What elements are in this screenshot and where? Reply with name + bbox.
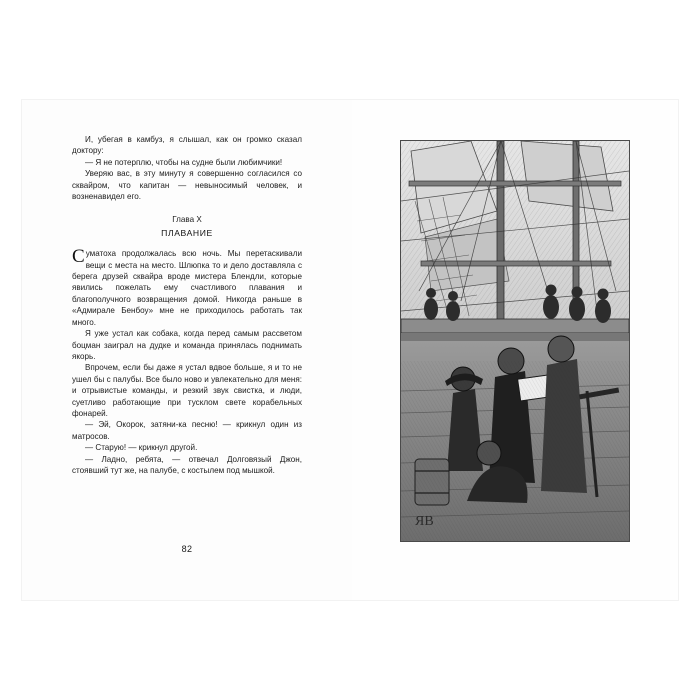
paragraph: — Старую! — крикнул другой. [85,443,198,453]
page-number: 82 [181,544,193,554]
dropcap-letter: С [72,246,85,268]
svg-text:ЯВ: ЯВ [415,514,434,529]
chapter-number: Глава X [172,215,202,225]
paragraph: — Ладно, ребята, — отвечал Долговязый Джон, стоявший тут же, на палубе, с костылем под мышкой. [72,454,302,475]
dropcap-paragraph [72,248,302,328]
dropcap-paragraph-text: уматоха продолжалась всю ночь. Мы перетаскивали вещи с места на место. Шлюпка то и дело доставляла с берега друзей сквайра вроде мистера Блендли, которые явились пожелать ему счастливого плавания и благополучного возвращения домой. Никогда раньше в «Адмирале Бенбоу» мне не приходилось работать так много. [72,249,302,327]
engraving-svg [401,141,629,541]
paragraph: И, убегая в камбуз, я слышал, как он громко сказал доктору: [72,135,302,156]
paragraph: Я уже устал как собака, когда перед самым рассветом боцман заиграл на дудке и команда принялась поднимать якорь. [72,329,302,361]
paragraph: Впрочем, если бы даже я устал вдвое больше, я и то не ушел бы с палубы. Все было ново и увлекательно для меня: и отрывистые команды, и резкий звук свистка, и люди, суетливо работающие при тусклом свете корабельных фонарей. [72,363,302,418]
ship-deck-engraving-illustration [400,140,630,542]
left-page-text-column [72,134,302,476]
paragraph: — Я не потерплю, чтобы на судне были любимчики! [85,157,283,167]
left-page [22,100,352,600]
paragraph: Уверяю вас, в эту минуту я совершенно согласился со сквайром, что капитан — невыносимый человек, и возненавидел его. [72,169,302,202]
right-page [352,100,678,600]
paragraph: — Эй, Окорок, затяни-ка песню! — крикнул один из матросов. [72,420,302,441]
book-spread [22,100,678,600]
chapter-title: ПЛАВАНИЕ [161,227,213,238]
